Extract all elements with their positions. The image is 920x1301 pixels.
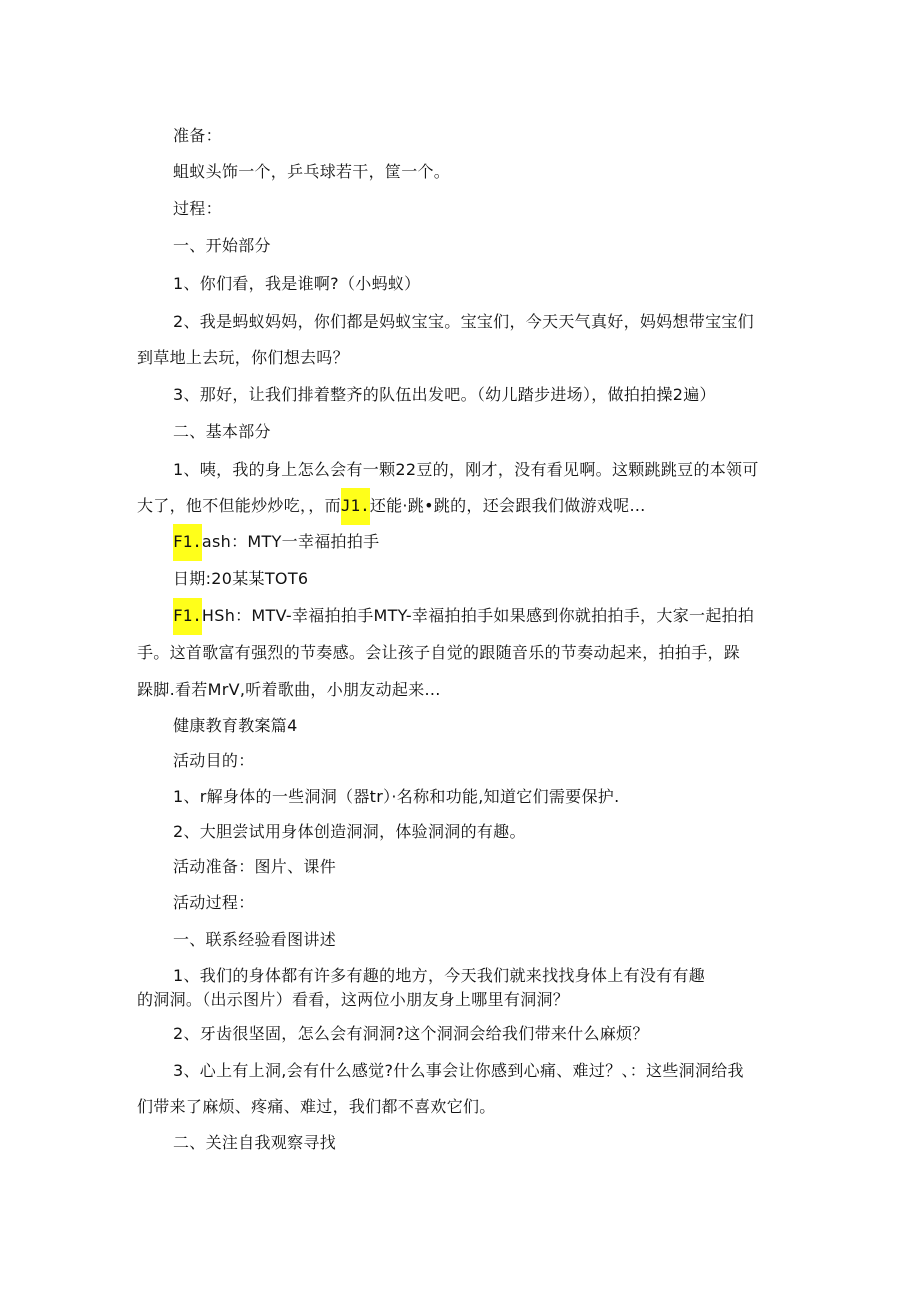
text-segment: ash：MTY一幸福拍拍手	[201, 532, 380, 551]
paragraph-item: 2、我是蚂蚁妈妈，你们都是妈蚁宝宝。宝宝们，今天天气真好，妈妈想带宝宝们	[173, 312, 754, 331]
text-segment: 大了，他不但能炒炒吃，，而	[137, 496, 341, 515]
section-heading-basic: 二、基本部分	[173, 422, 271, 441]
heading-process: 过程：	[173, 199, 222, 218]
highlighted-text: J1.	[341, 488, 370, 525]
paragraph-continuation: 跺脚.看若MrV,听着歌曲，小朋友动起来...	[137, 680, 441, 699]
section-heading-start: 一、开始部分	[173, 236, 271, 255]
paragraph-continuation	[137, 496, 646, 516]
paragraph-item: 1、你们看，我是谁啊?（小蚂蚁）	[173, 274, 421, 293]
heading-objectives: 活动目的：	[173, 751, 255, 770]
paragraph-item: 2、牙齿很坚固，怎么会有洞洞?这个洞洞会给我们带来什么麻烦？	[173, 1024, 649, 1043]
text-segment: HSh：MTV-幸福拍拍手MTY-幸福拍拍手如果感到你就拍拍手，大家一起拍拍	[201, 606, 755, 625]
flash-description-line	[173, 606, 754, 626]
paragraph-continuation: 们带来了麻烦、疼痛、难过，我们都不喜欢它们。	[137, 1097, 496, 1116]
flash-title-line	[173, 532, 379, 552]
paragraph-item: 3、那好，让我们排着整齐的队伍出发吧。（幼儿踏步进场），做拍拍操2遍）	[173, 385, 716, 404]
paragraph-item: 3、心上有上洞,会有什么感觉?什么事会让你感到心痛、难过？、：这些洞洞给我	[173, 1061, 744, 1080]
section-heading-self-observation: 二、关注自我观察寻找	[173, 1133, 337, 1152]
highlighted-text: F1.	[173, 524, 202, 561]
date-line: 日期:20某某TOT6	[173, 569, 309, 588]
heading-preparation: 准备：	[173, 126, 222, 145]
paragraph-continuation: 到草地上去玩，你们想去吗？	[137, 348, 349, 367]
text-segment: 还能·跳•跳的，还会跟我们做游戏呢…	[369, 496, 646, 515]
paragraph-item: 2、大胆尝试用身体创造洞洞，体验洞洞的有趣。	[173, 822, 526, 841]
paragraph-continuation: 手。这首歌富有强烈的节奏感。会让孩子自觉的跟随音乐的节奏动起来，拍拍手，跺	[137, 643, 741, 662]
paragraph-materials: 蛆蚁头饰一个，乒乓球若干，筐一个。	[173, 162, 451, 181]
heading-activity-process: 活动过程：	[173, 893, 255, 912]
section-title-lesson-4: 健康教育教案篇4	[173, 716, 298, 735]
section-heading-experience: 一、联系经验看图讲述	[173, 930, 337, 949]
paragraph-item: 1、r解身体的一些洞洞（器tr）·名称和功能,知道它们需要保护.	[173, 787, 620, 806]
paragraph-item: 1、我们的身体都有许多有趣的地方，今天我们就来找找身体上有没有有趣	[173, 966, 706, 985]
activity-preparation: 活动准备：图片、课件	[173, 857, 337, 876]
paragraph-item: 1、咦，我的身上怎么会有一颗22豆的，刚才，没有看见啊。这颗跳跳豆的本领可	[173, 460, 759, 479]
highlighted-text: F1.	[173, 598, 202, 635]
paragraph-continuation: 的洞洞。（出示图片）看看，这两位小朋友身上哪里有洞洞？	[137, 990, 570, 1009]
